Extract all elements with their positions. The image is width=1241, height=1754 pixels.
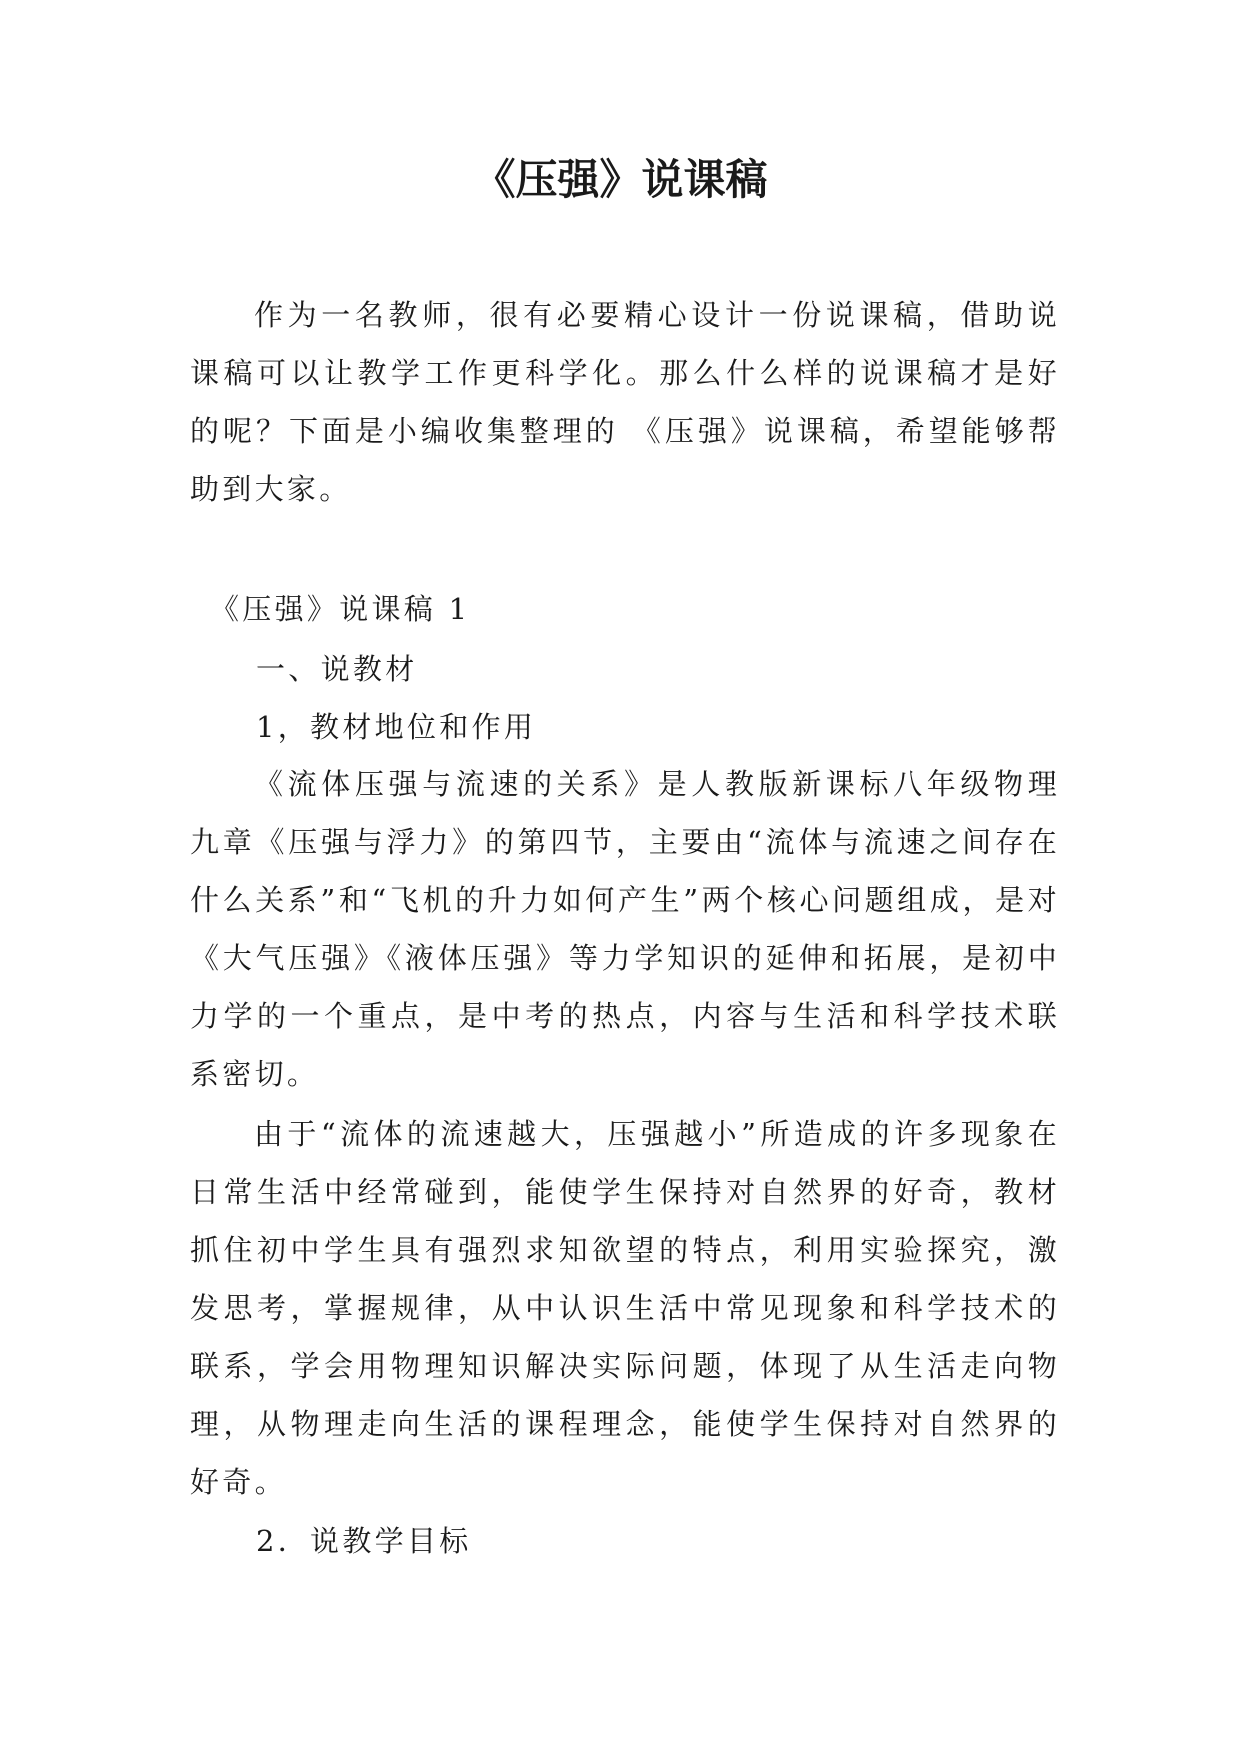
paragraph-block-1 [190,755,1060,1103]
intro-block [190,286,1060,518]
section-title: 《压强》说课稿 1 [210,592,471,626]
body-paragraph-2: 由于“流体的流速越大，压强越小”所造成的许多现象在日常生活中经常碰到，能使学生保持对自然界的好奇，教材抓住初中学生具有强烈求知欲望的特点，利用实验探究，激发思考，掌握规律，从中认识生活中常见现象和科学技术的联系，学会用物理知识解决实际问题，体现了从生活走向物理，从物理走向生活的课程理念，能使学生保持对自然界的好奇。 [190,1117,1060,1499]
intro-paragraph: 作为一名教师，很有必要精心设计一份说课稿，借助说课稿可以让教学工作更科学化。那么什么样的说课稿才是好的呢？下面是小编收集整理的 《压强》说课稿，希望能够帮助到大家。 [190,298,1060,506]
heading-teaching-goals: 2．说教学目标 [256,1524,472,1558]
body-paragraph-1: 《流体压强与流速的关系》是人教版新课标八年级物理九章《压强与浮力》的第四节，主要由“流体与流速之间存在什么关系”和“飞机的升力如何产生”两个核心问题组成，是对《大气压强》《液体压强》等力学知识的延伸和拓展，是初中力学的一个重点，是中考的热点，内容与生活和科学技术联系密切。 [190,767,1060,1091]
paragraph-block-2 [190,1105,1060,1511]
document-title: 《压强》说课稿 [473,155,768,204]
heading-textbook-role: 1，教材地位和作用 [256,710,537,744]
heading-textbook: 一、说教材 [256,652,418,686]
